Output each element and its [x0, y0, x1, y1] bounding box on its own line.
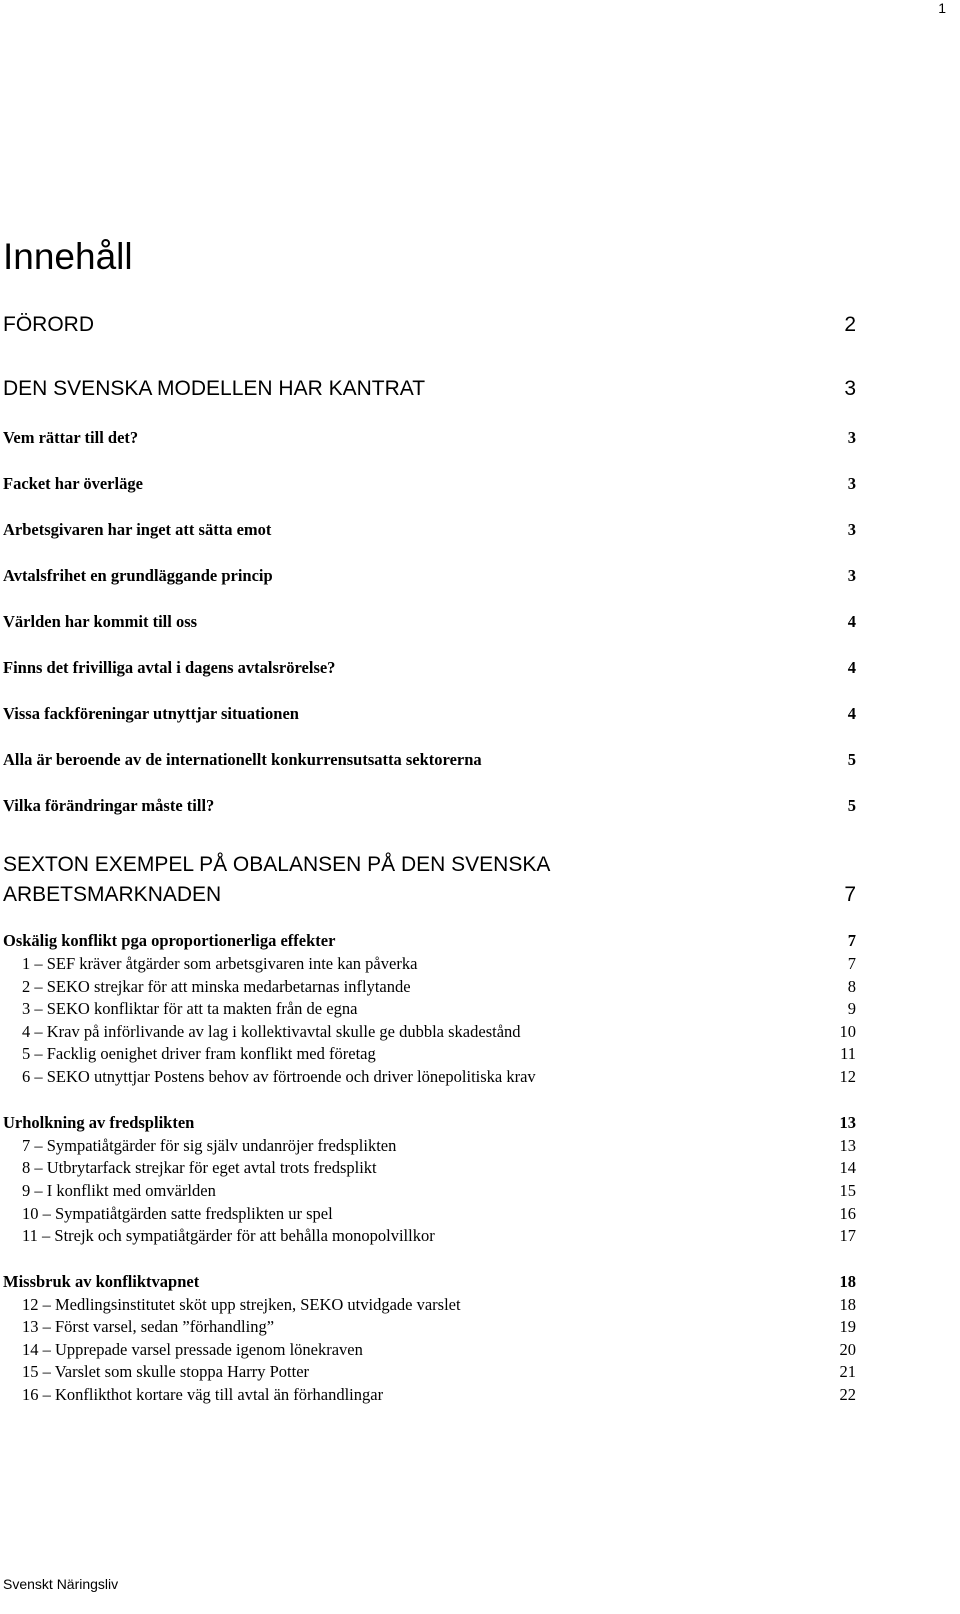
toc-group-heading[interactable]	[3, 1272, 856, 1292]
toc-entry-page: 3	[847, 566, 856, 585]
toc-entry-page: 19	[839, 1317, 856, 1336]
toc-entry-label: 10 – Sympatiåtgärden satte fredsplikten ur spel	[22, 1204, 333, 1223]
toc-entry[interactable]	[3, 750, 856, 770]
toc-entry-page: 2	[844, 313, 856, 336]
toc-entry-label: 6 – SEKO utnyttjar Postens behov av förtroende och driver lönepolitiska krav	[22, 1067, 536, 1086]
toc-entry[interactable]	[22, 1067, 856, 1087]
toc-entry-label: FÖRORD	[3, 313, 94, 336]
toc-entry-label: 13 – Först varsel, sedan ”förhandling”	[22, 1317, 275, 1336]
toc-entry-label: 4 – Krav på införlivande av lag i kollektivavtal skulle ge dubbla skadestånd	[22, 1022, 521, 1041]
toc-entry[interactable]	[22, 1340, 856, 1360]
toc-group-heading[interactable]	[3, 931, 856, 951]
toc-entry-label: Missbruk av konfliktvapnet	[3, 1272, 200, 1291]
toc-entry[interactable]	[22, 1226, 856, 1246]
toc-entry-label: Oskälig konflikt pga oproportionerliga effekter	[3, 931, 336, 950]
toc-entry-label: 1 – SEF kräver åtgärder som arbetsgivaren inte kan påverka	[22, 954, 418, 973]
toc-section-heading[interactable]	[3, 377, 856, 401]
toc-entry-page: 9	[847, 999, 856, 1018]
toc-entry-page: 8	[847, 977, 856, 996]
toc-entry[interactable]	[22, 1317, 856, 1337]
toc-entry-page: 3	[844, 377, 856, 400]
toc-entry-page: 12	[839, 1067, 856, 1086]
toc-entry-page: 4	[847, 704, 856, 723]
toc-entry[interactable]	[22, 999, 856, 1019]
toc-entry-page: 18	[839, 1295, 856, 1314]
toc-entry[interactable]	[22, 954, 856, 974]
toc-entry-page: 13	[839, 1113, 856, 1132]
toc-entry-label: Alla är beroende av de internationellt konkurrensutsatta sektorerna	[3, 750, 482, 769]
toc-entry-page: 3	[847, 428, 856, 447]
toc-entry-label: 11 – Strejk och sympatiåtgärder för att behålla monopolvillkor	[22, 1226, 435, 1245]
toc-entry-label: 16 – Konflikthot kortare väg till avtal än förhandlingar	[22, 1385, 384, 1404]
toc-entry[interactable]	[22, 1295, 856, 1315]
toc-entry[interactable]	[3, 566, 856, 586]
toc-entry-page: 3	[847, 474, 856, 493]
toc-entry[interactable]	[22, 1158, 856, 1178]
toc-entry-label: 2 – SEKO strejkar för att minska medarbetarnas inflytande	[22, 977, 411, 996]
toc-entry-label: 5 – Facklig oenighet driver fram konflikt med företag	[22, 1044, 376, 1063]
toc-entry-label: 3 – SEKO konfliktar för att ta makten från de egna	[22, 999, 358, 1018]
toc-entry[interactable]	[22, 1181, 856, 1201]
toc-entry-label: 15 – Varslet som skulle stoppa Harry Potter	[22, 1362, 310, 1381]
toc-entry[interactable]	[3, 658, 856, 678]
page-title: Innehåll	[3, 236, 133, 277]
toc-entry-page: 13	[839, 1136, 856, 1155]
toc-entry-label: DEN SVENSKA MODELLEN HAR KANTRAT	[3, 377, 426, 400]
toc-entry-page: 20	[839, 1340, 856, 1359]
toc-entry-label: Vem rättar till det?	[3, 428, 139, 447]
toc-entry-page: 15	[839, 1181, 856, 1200]
toc-entry[interactable]	[3, 520, 856, 540]
toc-entry-page: 11	[840, 1044, 856, 1063]
toc-entry-page: 22	[839, 1385, 856, 1404]
toc-entry-label-line2: ARBETSMARKNADEN	[3, 883, 222, 906]
toc-entry[interactable]	[22, 1204, 856, 1224]
toc-entry-label: 12 – Medlingsinstitutet sköt upp strejken, SEKO utvidgade varslet	[22, 1295, 461, 1314]
toc-entry[interactable]	[3, 612, 856, 632]
toc-entry-page: 18	[839, 1272, 856, 1291]
toc-entry-page: 21	[839, 1362, 856, 1381]
toc-entry[interactable]	[22, 1385, 856, 1405]
toc-entry[interactable]	[22, 977, 856, 997]
toc-entry-label: Facket har överläge	[3, 474, 143, 493]
toc-entry-label: 9 – I konflikt med omvärlden	[22, 1181, 216, 1200]
toc-entry-label: Arbetsgivaren har inget att sätta emot	[3, 520, 272, 539]
toc-entry-page: 5	[847, 796, 856, 815]
toc-entry-page: 3	[847, 520, 856, 539]
toc-entry-page: 7	[847, 931, 856, 950]
toc-entry-page: 10	[839, 1022, 856, 1041]
toc-entry-page: 16	[839, 1204, 856, 1223]
toc-entry[interactable]	[22, 1022, 856, 1042]
toc-entry[interactable]	[3, 796, 856, 816]
toc-entry-label: 7 – Sympatiåtgärder för sig själv undanröjer fredsplikten	[22, 1136, 397, 1155]
toc-entry-label: Världen har kommit till oss	[3, 612, 198, 631]
toc-entry-page: 5	[847, 750, 856, 769]
toc-entry[interactable]	[22, 1362, 856, 1382]
toc-entry-label: Finns det frivilliga avtal i dagens avtalsrörelse?	[3, 658, 336, 677]
toc-entry[interactable]	[22, 1136, 856, 1156]
toc-entry-page: 7	[847, 954, 856, 973]
toc-entry[interactable]	[3, 474, 856, 494]
toc-entry-label: 14 – Upprepade varsel pressade igenom lönekraven	[22, 1340, 363, 1359]
toc-entry-page: 4	[847, 612, 856, 631]
toc-entry-label: Avtalsfrihet en grundläggande princip	[3, 566, 273, 585]
page-footer: Svenskt Näringsliv	[3, 1576, 119, 1592]
toc-entry-label-line1: SEXTON EXEMPEL PÅ OBALANSEN PÅ DEN SVENSKA	[3, 853, 551, 876]
toc-entry-page: 17	[839, 1226, 856, 1245]
toc-entry[interactable]	[3, 428, 856, 448]
toc-entry-page: 14	[839, 1158, 856, 1177]
page-number: 1	[938, 0, 946, 16]
toc-entry-label: Vilka förändringar måste till?	[3, 796, 215, 815]
toc-entry-page: 7	[844, 883, 856, 906]
toc-entry-label: 8 – Utbrytarfack strejkar för eget avtal trots fredsplikt	[22, 1158, 377, 1177]
toc-group-heading[interactable]	[3, 1113, 856, 1133]
toc-section-heading[interactable]	[3, 850, 856, 910]
toc-entry-label: Vissa fackföreningar utnyttjar situationen	[3, 704, 299, 723]
toc-entry-page: 4	[847, 658, 856, 677]
toc-entry[interactable]	[22, 1044, 856, 1064]
toc-entry-foreword[interactable]	[3, 313, 856, 337]
toc-entry-label: Urholkning av fredsplikten	[3, 1113, 195, 1132]
toc-entry[interactable]	[3, 704, 856, 724]
